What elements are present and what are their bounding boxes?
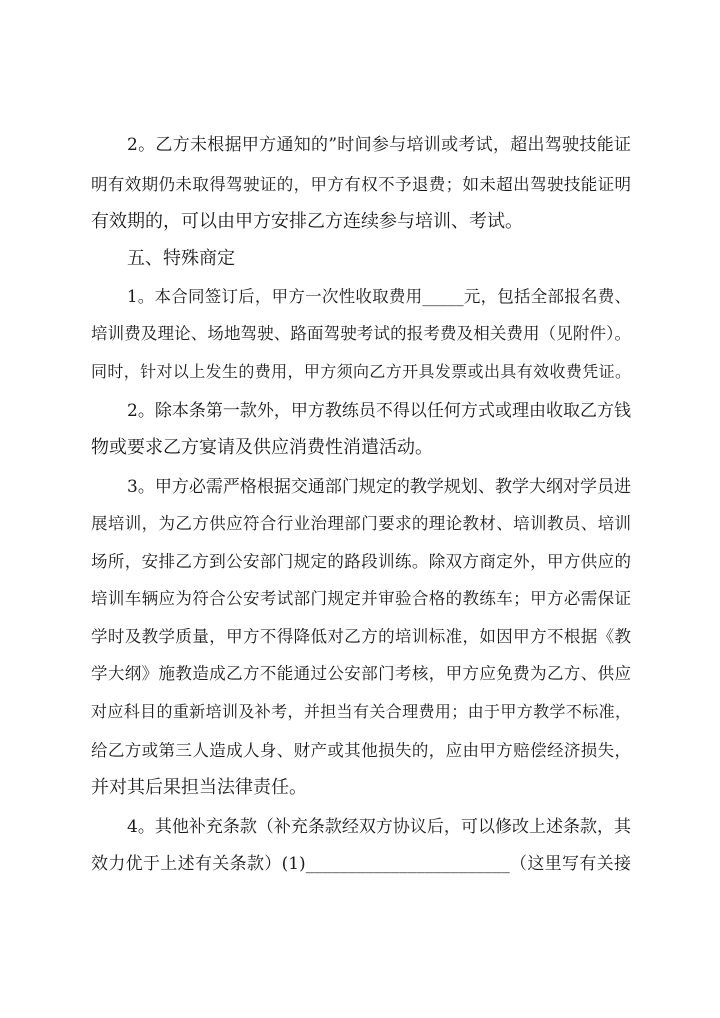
paragraph-line: 有效期的，可以由甲方安排乙方连续参与培训、考试。 bbox=[91, 211, 523, 232]
paragraph-line: 2。乙方未根据甲方通知的”时间参与培训或考试，超出驾驶技能证 bbox=[127, 135, 631, 155]
paragraph-line: 学时及教学质量，甲方不得降低对乙方的培训标准，如因甲方不根据《教 bbox=[91, 627, 631, 646]
paragraph-line: 学大纲》施教造成乙方不能通过公安部门考核，甲方应免费为乙方、供应 bbox=[91, 664, 631, 683]
paragraph-line: 场所，安排乙方到公安部门规定的路段训练。除双方商定外，甲方供应的 bbox=[91, 552, 631, 571]
paragraph-line: 2。除本条第一款外，甲方教练员不得以任何方式或理由收取乙方钱 bbox=[127, 401, 631, 421]
paragraph-line: 展培训，为乙方供应符合行业治理部门要求的理论教材、培训教员、培训 bbox=[91, 514, 631, 533]
paragraph-line: 1。本合同签订后，甲方一次性收取费用_____元，包括全部报名费、 bbox=[127, 287, 631, 306]
paragraph-line: 物或要求乙方宴请及供应消费性消遣活动。 bbox=[91, 437, 433, 458]
paragraph-line: 效力优于上述有关条款）(1)________________________（这里写有关接 bbox=[91, 854, 631, 874]
paragraph-line: 对应科目的重新培训及补考，并担当有关合理费用；由于甲方教学不标准， bbox=[91, 702, 631, 721]
section-heading: 五、特殊商定 bbox=[127, 248, 235, 269]
paragraph-line: 4。其他补充条款（补充条款经双方协议后，可以修改上述条款，其 bbox=[127, 817, 631, 837]
paragraph-line: 3。甲方必需严格根据交通部门规定的教学规划、教学大纲对学员进 bbox=[127, 477, 631, 497]
paragraph-line: 明有效期仍未取得驾驶证的，甲方有权不予退费；如未超出驾驶技能证明 bbox=[91, 175, 631, 194]
paragraph-line: 同时，针对以上发生的费用，甲方须向乙方开具发票或出具有效收费凭证。 bbox=[91, 362, 631, 381]
paragraph-line: 培训车辆应为符合公安考试部门规定并审验合格的教练车；甲方必需保证 bbox=[91, 589, 631, 608]
paragraph-line: 给乙方或第三人造成人身、财产或其他损失的，应由甲方赔偿经济损失， bbox=[91, 741, 631, 760]
paragraph-line: 培训费及理论、场地驾驶、路面驾驶考试的报考费及相关费用（见附件）。 bbox=[91, 324, 631, 343]
paragraph-line: 并对其后果担当法律责任。 bbox=[91, 777, 307, 798]
